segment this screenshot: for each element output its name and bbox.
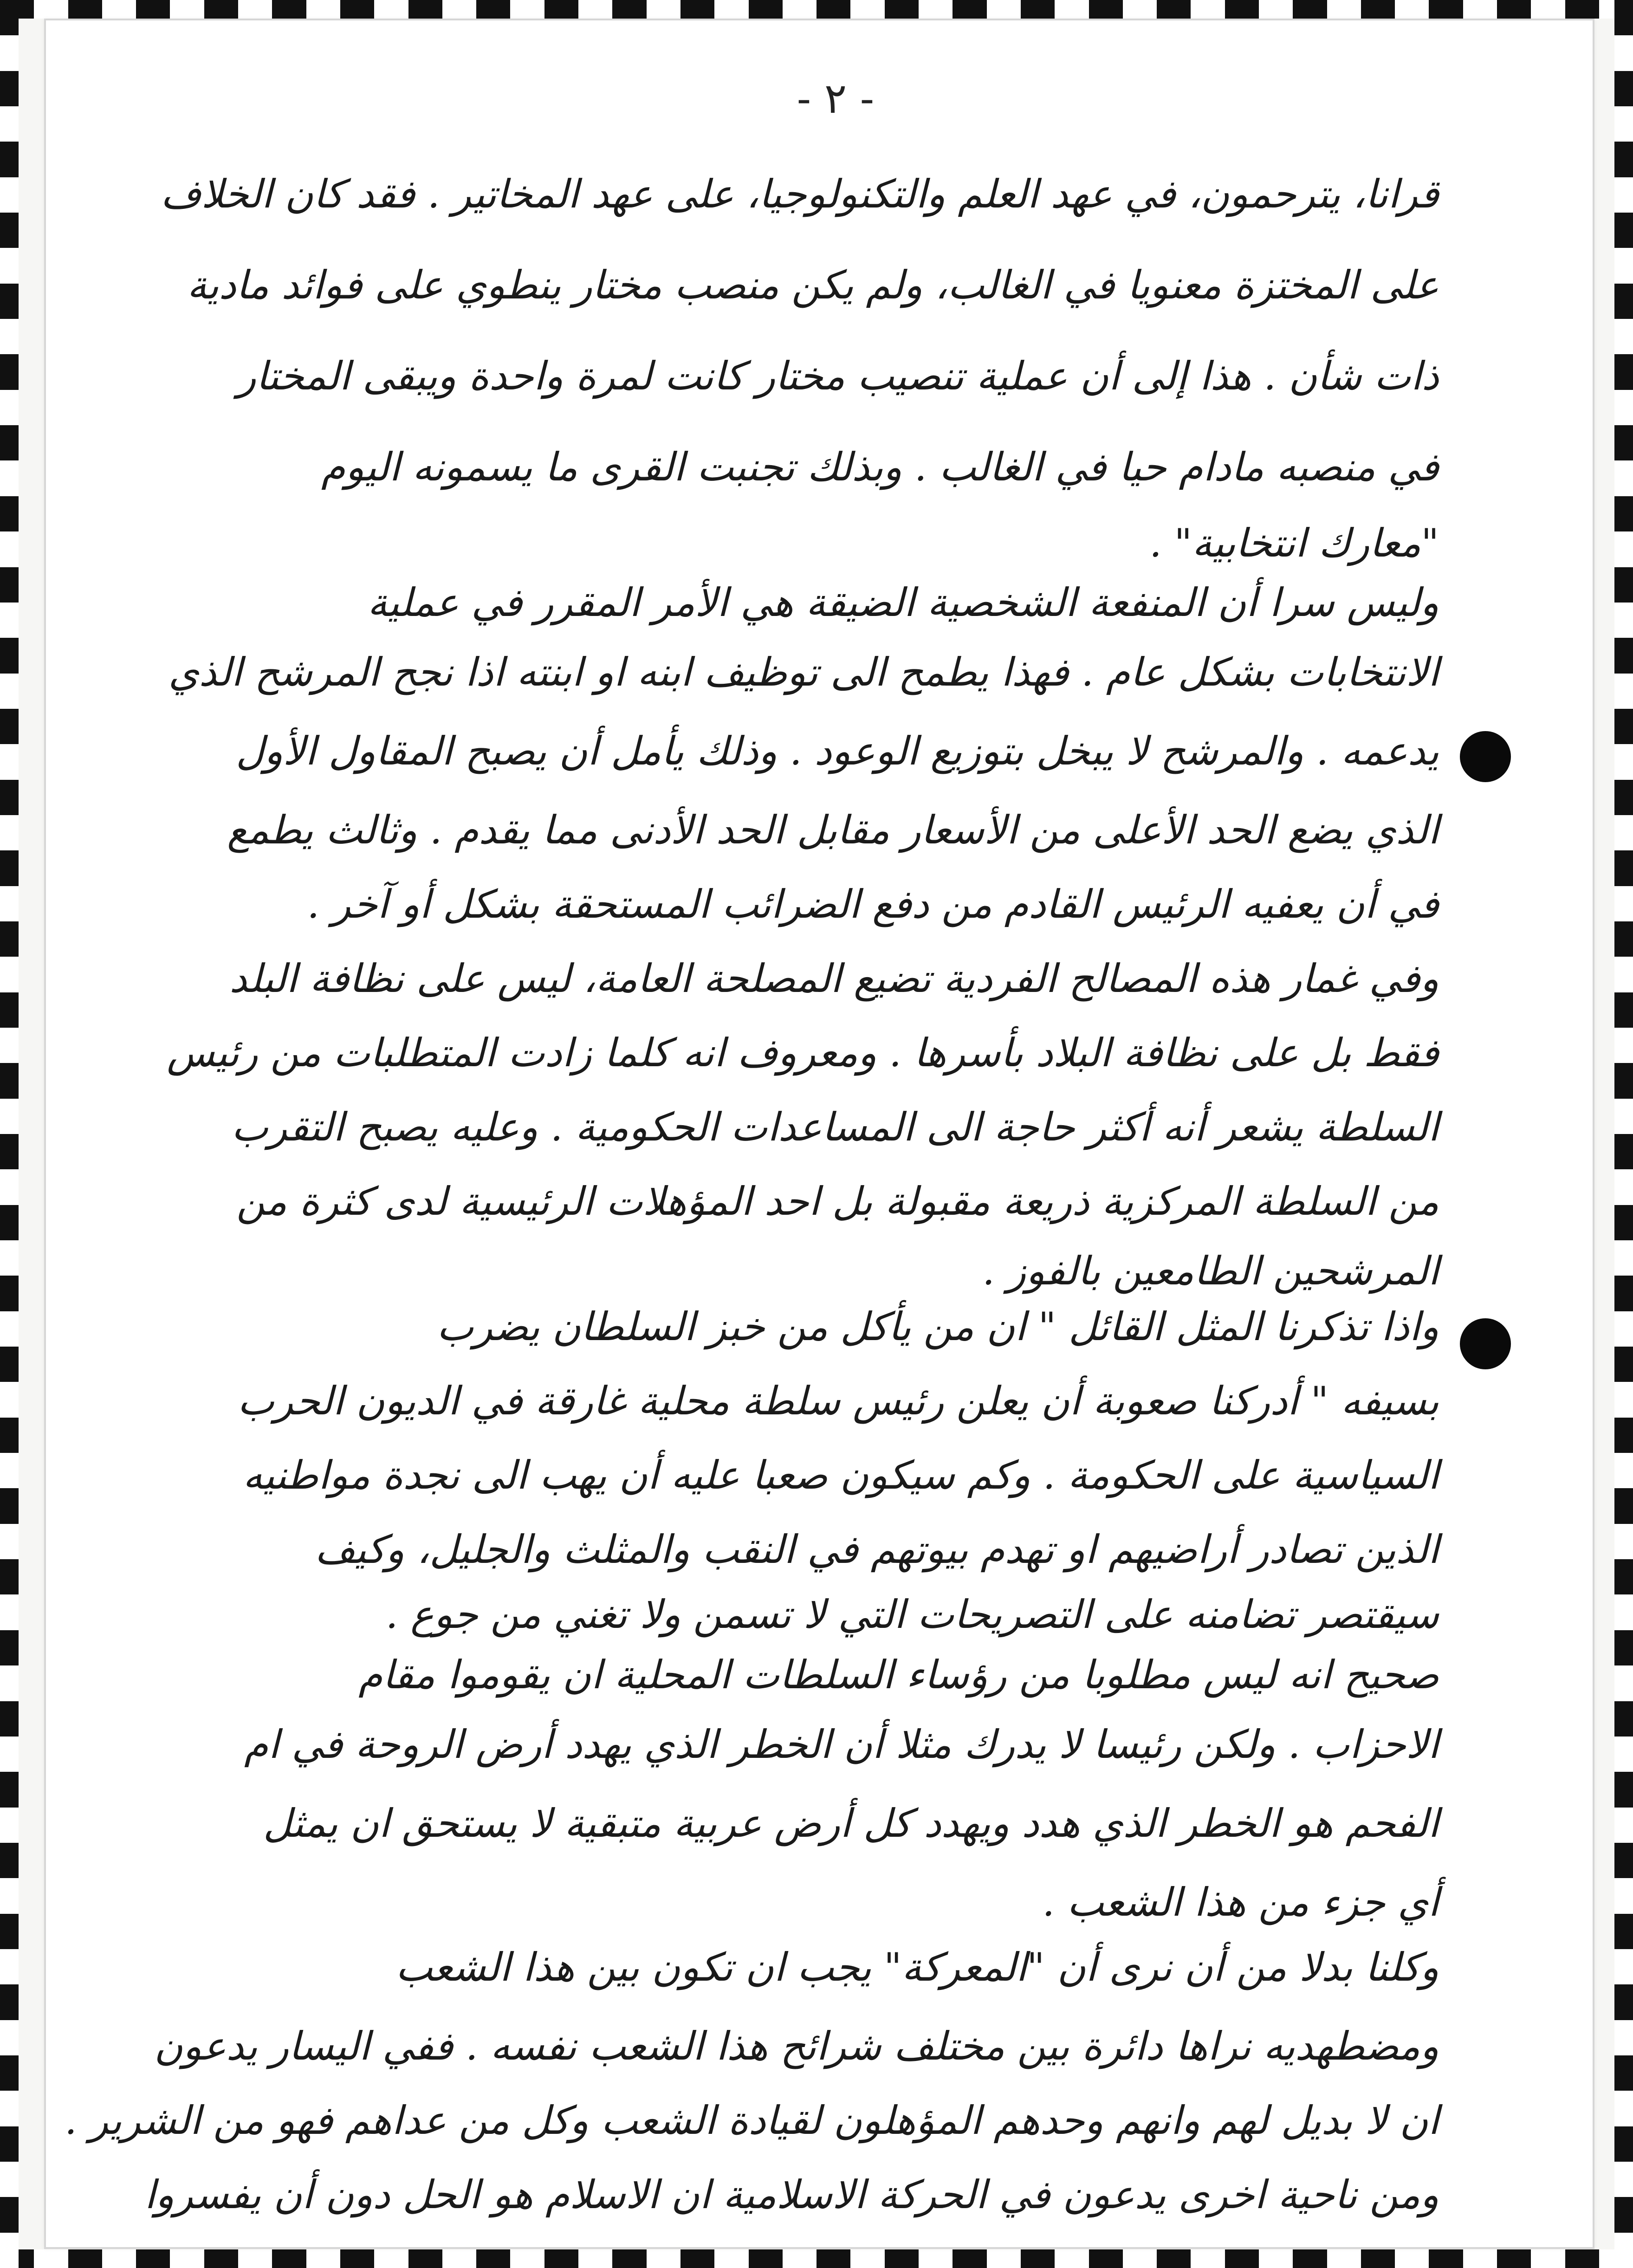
scan-ruler-bottom [0,2249,1633,2268]
scan-ruler-right [1614,0,1633,2268]
text-line: في منصبه مادام حيا في الغالب . وبذلك تجنبت القرى ما يسمونه اليوم [321,444,1439,490]
text-line: بسيفه " أدركنا صعوبة أن يعلن رئيس سلطة محلية غارقة في الديون الحرب [237,1378,1439,1424]
text-line: ومضطهديه نراها دائرة بين مختلف شرائح هذا الشعب نفسه . ففي اليسار يدعون [154,2023,1439,2069]
text-line: الفحم هو الخطر الذي هدد ويهدد كل أرض عربية متبقية لا يستحق ان يمثل [263,1801,1439,1846]
text-line: ذات شأن . هذا إلى أن عملية تنصيب مختار كانت لمرة واحدة ويبقى المختار [237,353,1439,399]
text-line: الذين تصادر أراضيهم او تهدم بيوتهم في النقب والمثلث والجليل، وكيف [315,1527,1439,1572]
text-line: من السلطة المركزية ذريعة مقبولة بل احد المؤهلات الرئيسية لدى كثرة من [236,1179,1439,1224]
scan-ruler-top [0,0,1633,19]
text-line: ان لا بديل لهم وانهم وحدهم المؤهلون لقيادة الشعب وكل من عداهم فهو من الشرير . [65,2098,1439,2143]
text-line: صحيح انه ليس مطلوبا من رؤساء السلطات المحلية ان يقوموا مقام [358,1652,1439,1698]
text-line: يدعمه . والمرشح لا يبخل بتوزيع الوعود . وذلك يأمل أن يصبح المقاول الأول [236,728,1439,774]
page-number: - ٢ - [797,74,875,123]
scan-ruler-left [0,0,19,2268]
text-line: السلطة يشعر أنه أكثر حاجة الى المساعدات الحكومية . وعليه يصبح التقرب [231,1104,1439,1150]
text-line: الذي يضع الحد الأعلى من الأسعار مقابل الحد الأدنى مما يقدم . وثالث يطمع [227,807,1439,853]
text-line: وليس سرا أن المنفعة الشخصية الضيقة هي الأمر المقرر في عملية [367,580,1439,625]
text-line: المرشحين الطامعين بالفوز . [982,1248,1439,1294]
text-line: وكلنا بدلا من أن نرى أن "المعركة" يجب ان تكون بين هذا الشعب [395,1944,1439,1990]
text-line: قرانا، يترحمون، في عهد العلم والتكنولوجيا، على عهد المخاتير . فقد كان الخلاف [161,171,1439,217]
text-line: أي جزء من هذا الشعب . [1042,1879,1439,1925]
text-line: سيقتصر تضامنه على التصريحات التي لا تسمن ولا تغني من جوع . [385,1592,1439,1637]
text-line: الانتخابات بشكل عام . فهذا يطمح الى توظيف ابنه او ابنته اذا نجح المرشح الذي [168,649,1439,695]
punch-hole-upper [1460,731,1511,782]
text-line: وفي غمار هذه المصالح الفردية تضيع المصلحة العامة، ليس على نظافة البلد [229,956,1439,1001]
text-line: على المختزة معنويا في الغالب، ولم يكن منصب مختار ينطوي على فوائد مادية [187,262,1439,308]
text-line: واذا تذكرنا المثل القائل " ان من يأكل من خبز السلطان يضرب [437,1304,1439,1349]
text-line: "معارك انتخابية" . [1149,520,1439,566]
text-line: فقط بل على نظافة البلاد بأسرها . ومعروف انه كلما زادت المتطلبات من رئيس [167,1030,1439,1076]
punch-hole-lower [1460,1318,1511,1369]
text-line: في أن يعفيه الرئيس القادم من دفع الضرائب المستحقة بشكل أو آخر . [307,881,1439,927]
text-line: السياسية على الحكومة . وكم سيكون صعبا عليه أن يهب الى نجدة مواطنيه [243,1452,1439,1498]
text-line: ومن ناحية اخرى يدعون في الحركة الاسلامية ان الاسلام هو الحل دون أن يفسروا [144,2172,1439,2217]
text-line: الاحزاب . ولكن رئيسا لا يدرك مثلا أن الخطر الذي يهدد أرض الروحة في ام [244,1722,1439,1767]
